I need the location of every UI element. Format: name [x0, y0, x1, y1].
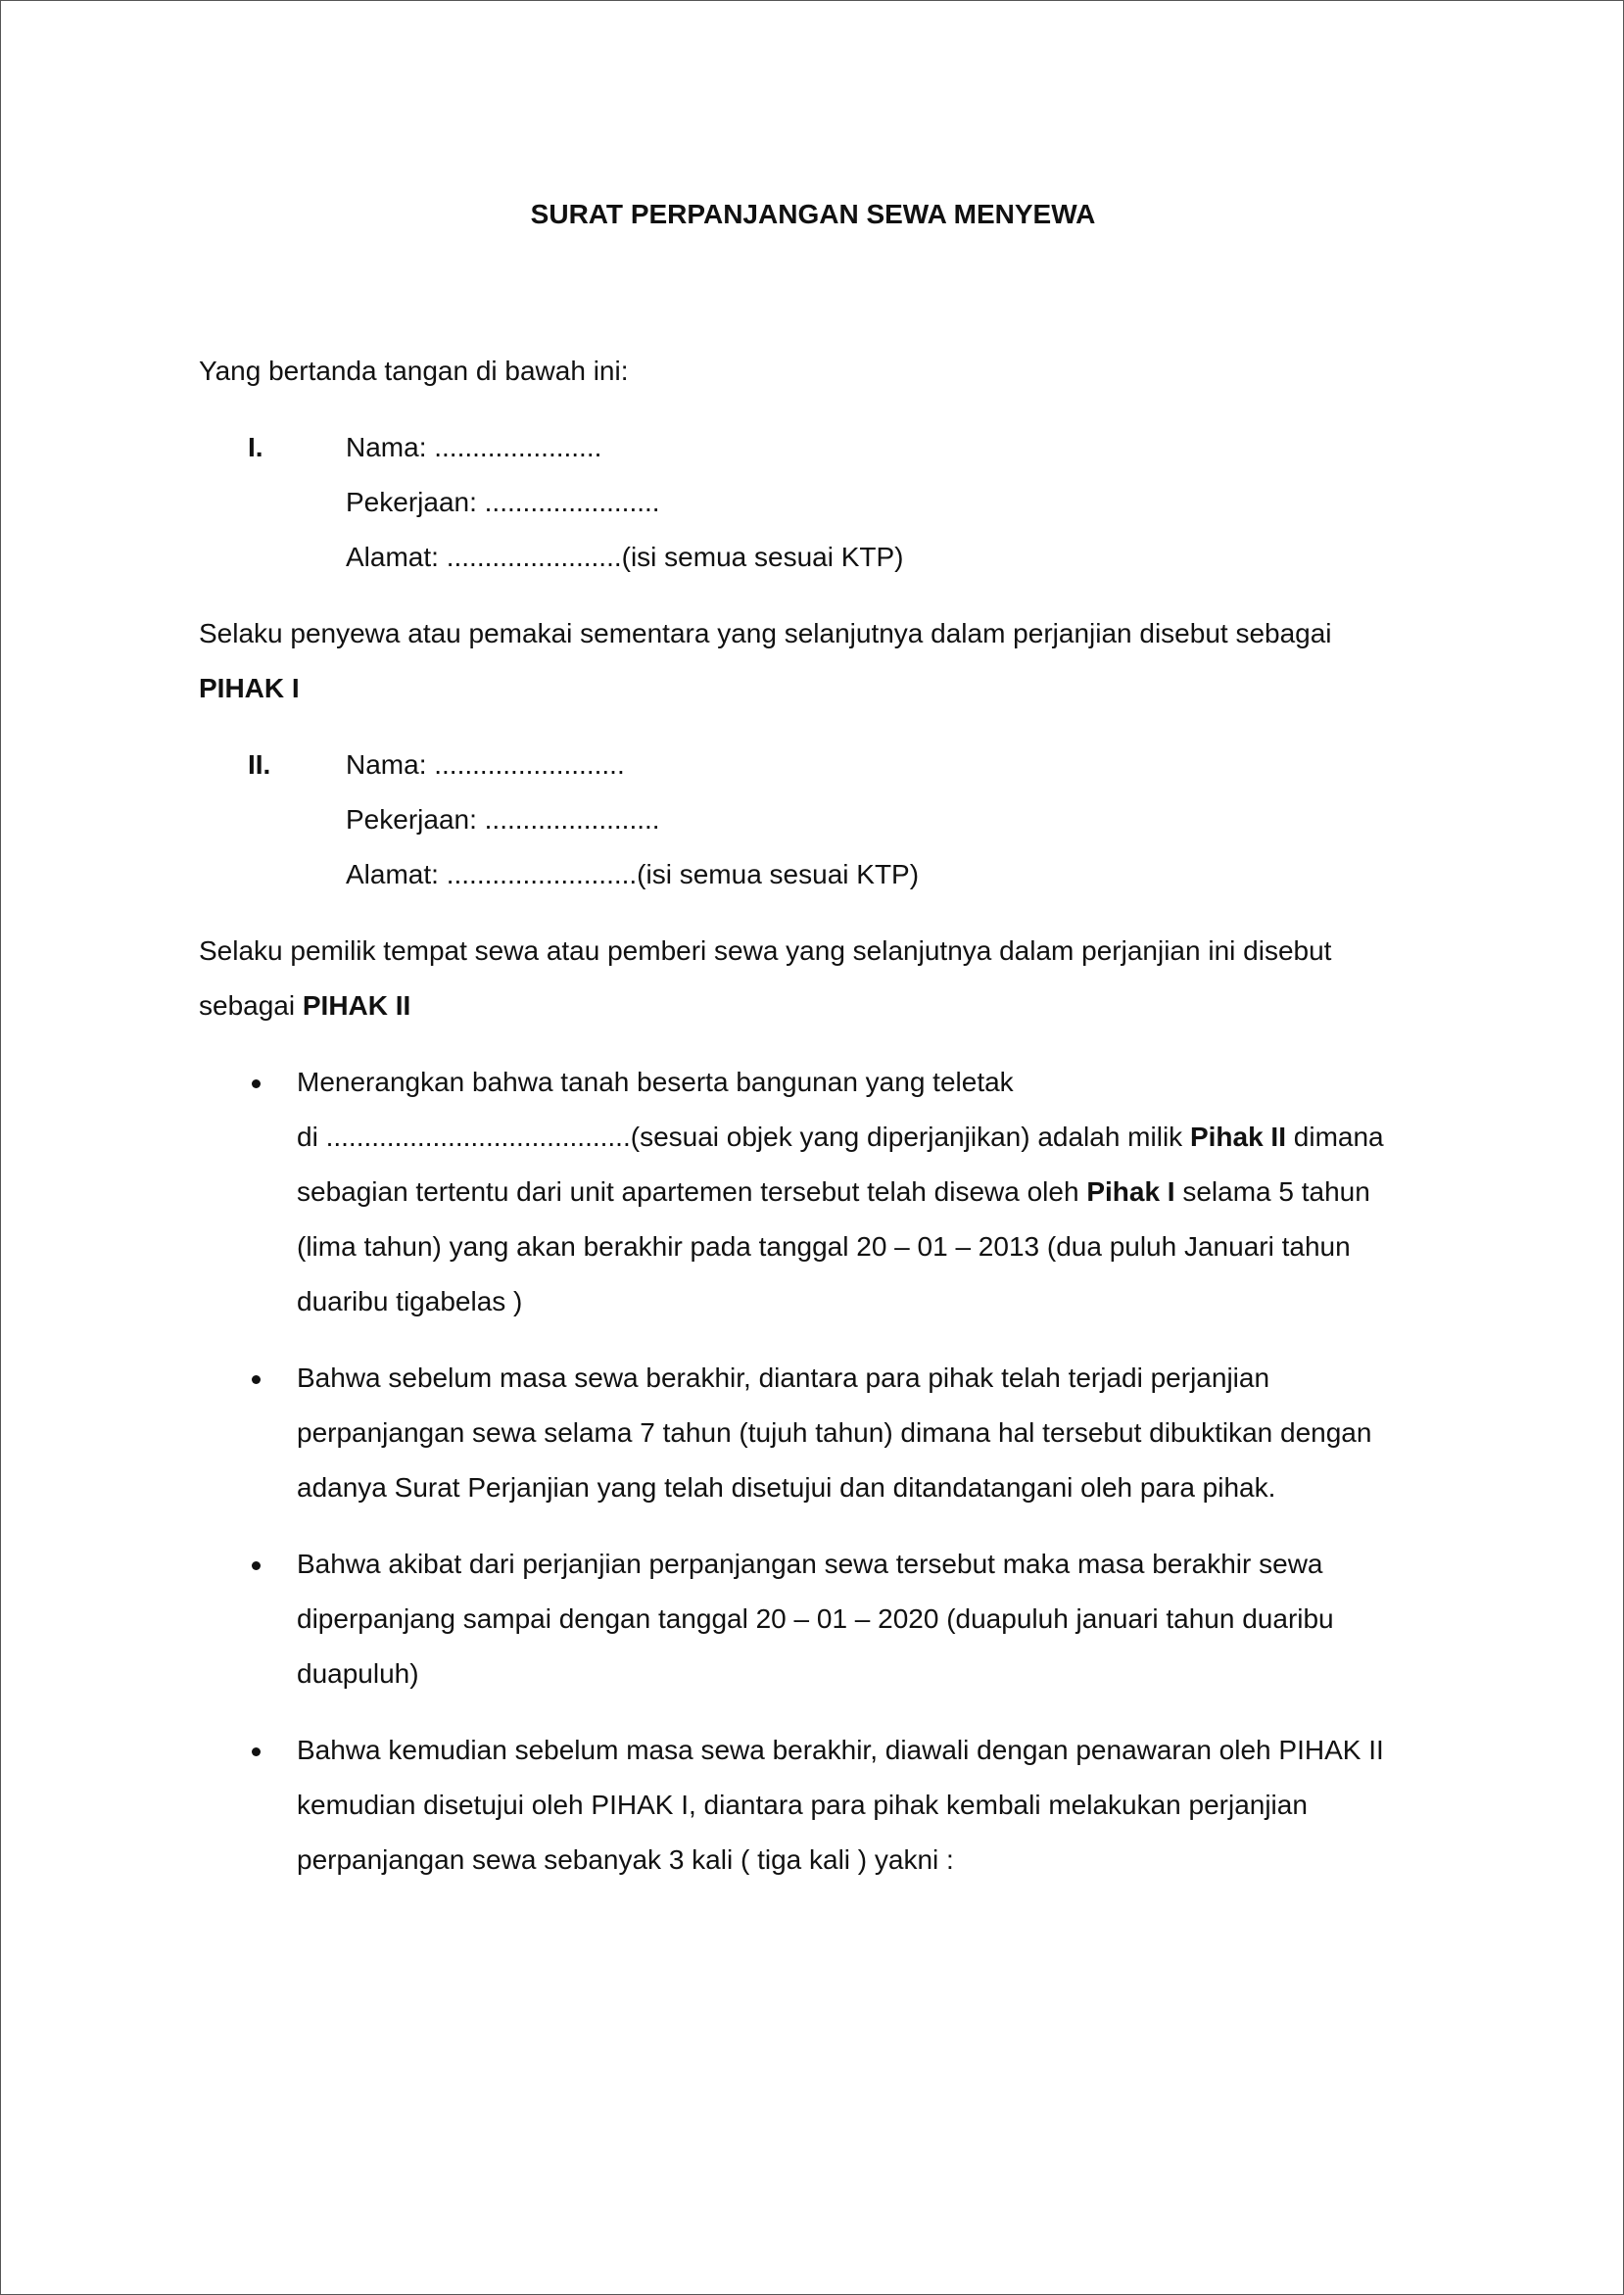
- bullet-1-pihak-i: Pihak I: [1086, 1176, 1175, 1207]
- bullet-4-line-1: Bahwa kemudian sebelum masa sewa berakhir, diawali dengan penawaran oleh PIHAK II: [297, 1735, 1384, 1765]
- bullet-4-dot: [252, 1747, 261, 1756]
- bullet-4-line-3: perpanjangan sewa sebanyak 3 kali ( tiga kali ) yakni :: [297, 1844, 954, 1875]
- party1-role-label: PIHAK I: [199, 673, 300, 703]
- document-title: SURAT PERPANJANGAN SEWA MENYEWA: [530, 199, 1096, 229]
- bullet-3-line-3: duapuluh): [297, 1658, 419, 1689]
- party2-role-text: Selaku pemilik tempat sewa atau pemberi sewa yang selanjutnya dalam perjanjian ini disebut: [199, 935, 1332, 966]
- party1-nama: Nama: ......................: [346, 432, 602, 462]
- party2-alamat: Alamat: .........................(isi semua sesuai KTP): [346, 859, 920, 889]
- intro-text: Yang bertanda tangan di bawah ini:: [199, 356, 629, 386]
- bullet-1-line-3: [297, 1178, 1370, 1206]
- bullet-1-pihak-ii: Pihak II: [1189, 1122, 1286, 1152]
- bullet-2-line-1: Bahwa sebelum masa sewa berakhir, diantara para pihak telah terjadi perjanjian: [297, 1363, 1270, 1393]
- bullet-3-line-2: diperpanjang sampai dengan tanggal 20 – 01 – 2020 (duapuluh januari tahun duaribu: [297, 1603, 1334, 1634]
- bullet-1-line-3a: sebagian tertentu dari unit apartemen tersebut telah disewa oleh: [297, 1176, 1087, 1207]
- bullet-1-line-3c: selama 5 tahun: [1174, 1176, 1370, 1207]
- party2-nama: Nama: .........................: [346, 749, 625, 780]
- bullet-3-dot: [252, 1561, 261, 1570]
- bullet-1-line-4: (lima tahun) yang akan berakhir pada tanggal 20 – 01 – 2013 (dua puluh Januari tahun: [297, 1231, 1351, 1262]
- bullet-1-line-2: [297, 1124, 1384, 1151]
- party1-role-text: Selaku penyewa atau pemakai sementara yang selanjutnya dalam perjanjian disebut sebagai: [199, 618, 1332, 648]
- party1-pekerjaan: Pekerjaan: .......................: [346, 487, 660, 517]
- party2-role-label: PIHAK II: [302, 990, 411, 1021]
- party2-pekerjaan: Pekerjaan: .......................: [346, 804, 660, 835]
- bullet-1-line-2c: dimana: [1286, 1122, 1384, 1152]
- party2-numeral: II.: [248, 749, 271, 780]
- bullet-1-line-1: Menerangkan bahwa tanah beserta bangunan yang teletak: [297, 1067, 1014, 1097]
- bullet-2-line-3: adanya Surat Perjanjian yang telah disetujui dan ditandatangani oleh para pihak.: [297, 1472, 1276, 1503]
- bullet-1-dot: [252, 1079, 261, 1088]
- bullet-4-line-2: kemudian disetujui oleh PIHAK I, diantara para pihak kembali melakukan perjanjian: [297, 1790, 1308, 1820]
- bullet-1-line-2a: di ........................................(sesuai objek yang diperjanjikan) adalah milik: [297, 1122, 1190, 1152]
- party1-numeral: I.: [248, 432, 263, 462]
- party2-role-line2: [199, 992, 410, 1020]
- bullet-1-line-5: duaribu tigabelas ): [297, 1286, 523, 1316]
- party1-alamat: Alamat: .......................(isi semua sesuai KTP): [346, 542, 904, 572]
- party2-role-prefix: sebagai: [199, 990, 303, 1021]
- bullet-2-line-2: perpanjangan sewa selama 7 tahun (tujuh tahun) dimana hal tersebut dibuktikan dengan: [297, 1417, 1372, 1448]
- bullet-2-dot: [252, 1375, 261, 1384]
- bullet-3-line-1: Bahwa akibat dari perjanjian perpanjangan sewa tersebut maka masa berakhir sewa: [297, 1549, 1323, 1579]
